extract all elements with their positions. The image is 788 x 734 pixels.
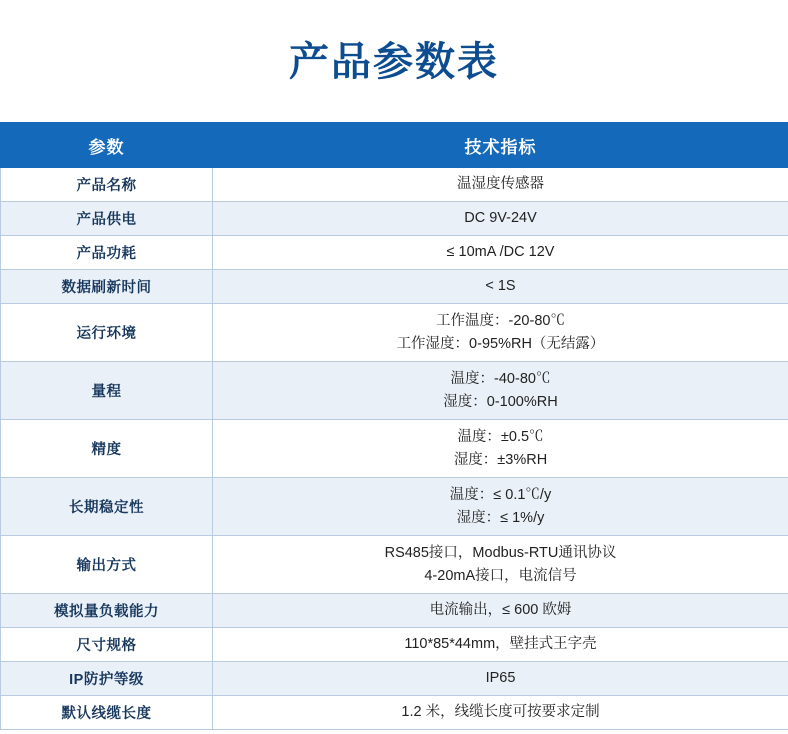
row-value-line: 湿度：≤ 1%/y bbox=[456, 509, 545, 526]
row-value bbox=[213, 362, 788, 420]
row-value bbox=[213, 628, 788, 662]
row-value-line: DC 9V-24V bbox=[464, 210, 537, 227]
table-row bbox=[1, 628, 788, 662]
row-param-label: 模拟量负载能力 bbox=[1, 594, 213, 628]
row-value-line: 110*85*44mm，壁挂式王字壳 bbox=[404, 636, 597, 653]
row-param-label: 尺寸规格 bbox=[1, 628, 213, 662]
table-row bbox=[1, 662, 788, 696]
row-value-line: 湿度：0-100%RH bbox=[443, 393, 558, 410]
row-param-label: 输出方式 bbox=[1, 536, 213, 594]
row-param-label: IP防护等级 bbox=[1, 662, 213, 696]
row-param-label: 量程 bbox=[1, 362, 213, 420]
row-param-label: 精度 bbox=[1, 420, 213, 478]
table-row bbox=[1, 270, 788, 304]
column-header-param: 参数 bbox=[1, 123, 213, 168]
row-value-line: 温度：±0.5℃ bbox=[457, 429, 544, 446]
table-row bbox=[1, 420, 788, 478]
row-value bbox=[213, 236, 788, 270]
row-param-label: 产品名称 bbox=[1, 168, 213, 202]
row-value-line: 工作湿度：0-95%RH（无结露） bbox=[396, 335, 605, 352]
table-row bbox=[1, 304, 788, 362]
row-param-label: 运行环境 bbox=[1, 304, 213, 362]
row-value bbox=[213, 168, 788, 202]
row-value bbox=[213, 270, 788, 304]
row-value-line: 工作温度：-20-80℃ bbox=[436, 313, 565, 330]
table-row bbox=[1, 594, 788, 628]
row-value-line: 1.2 米，线缆长度可按要求定制 bbox=[401, 704, 600, 721]
column-header-value: 技术指标 bbox=[213, 123, 788, 168]
table-body bbox=[1, 168, 788, 730]
row-value-line: 温湿度传感器 bbox=[457, 176, 544, 193]
table-header bbox=[1, 123, 788, 168]
row-value-line: < 1S bbox=[485, 278, 516, 295]
table-row bbox=[1, 202, 788, 236]
row-param-label: 长期稳定性 bbox=[1, 478, 213, 536]
row-value-line: ≤ 10mA /DC 12V bbox=[446, 244, 555, 261]
table-row bbox=[1, 536, 788, 594]
row-value-line: 湿度：±3%RH bbox=[453, 451, 548, 468]
row-param-label: 数据刷新时间 bbox=[1, 270, 213, 304]
table-row bbox=[1, 696, 788, 730]
row-value-line: 温度：≤ 0.1℃/y bbox=[449, 487, 552, 504]
row-param-label: 默认线缆长度 bbox=[1, 696, 213, 730]
row-value bbox=[213, 662, 788, 696]
row-value-line: 4-20mA接口，电流信号 bbox=[424, 567, 577, 584]
table-row bbox=[1, 236, 788, 270]
row-value-line: 温度：-40-80℃ bbox=[450, 371, 551, 388]
row-value bbox=[213, 304, 788, 362]
row-value bbox=[213, 478, 788, 536]
row-value-line: RS485接口，Modbus-RTU通讯协议 bbox=[384, 545, 617, 562]
spec-table bbox=[0, 122, 788, 730]
table-row bbox=[1, 168, 788, 202]
row-value bbox=[213, 594, 788, 628]
table-row bbox=[1, 362, 788, 420]
row-param-label: 产品供电 bbox=[1, 202, 213, 236]
row-value bbox=[213, 536, 788, 594]
row-value bbox=[213, 202, 788, 236]
row-value-line: IP65 bbox=[485, 670, 516, 687]
table-row bbox=[1, 478, 788, 536]
row-param-label: 产品功耗 bbox=[1, 236, 213, 270]
row-value-line: 电流输出，≤ 600 欧姆 bbox=[429, 602, 572, 619]
table-header-row bbox=[1, 123, 788, 168]
row-value bbox=[213, 420, 788, 478]
page-title: 产品参数表 bbox=[289, 40, 499, 84]
row-value bbox=[213, 696, 788, 730]
